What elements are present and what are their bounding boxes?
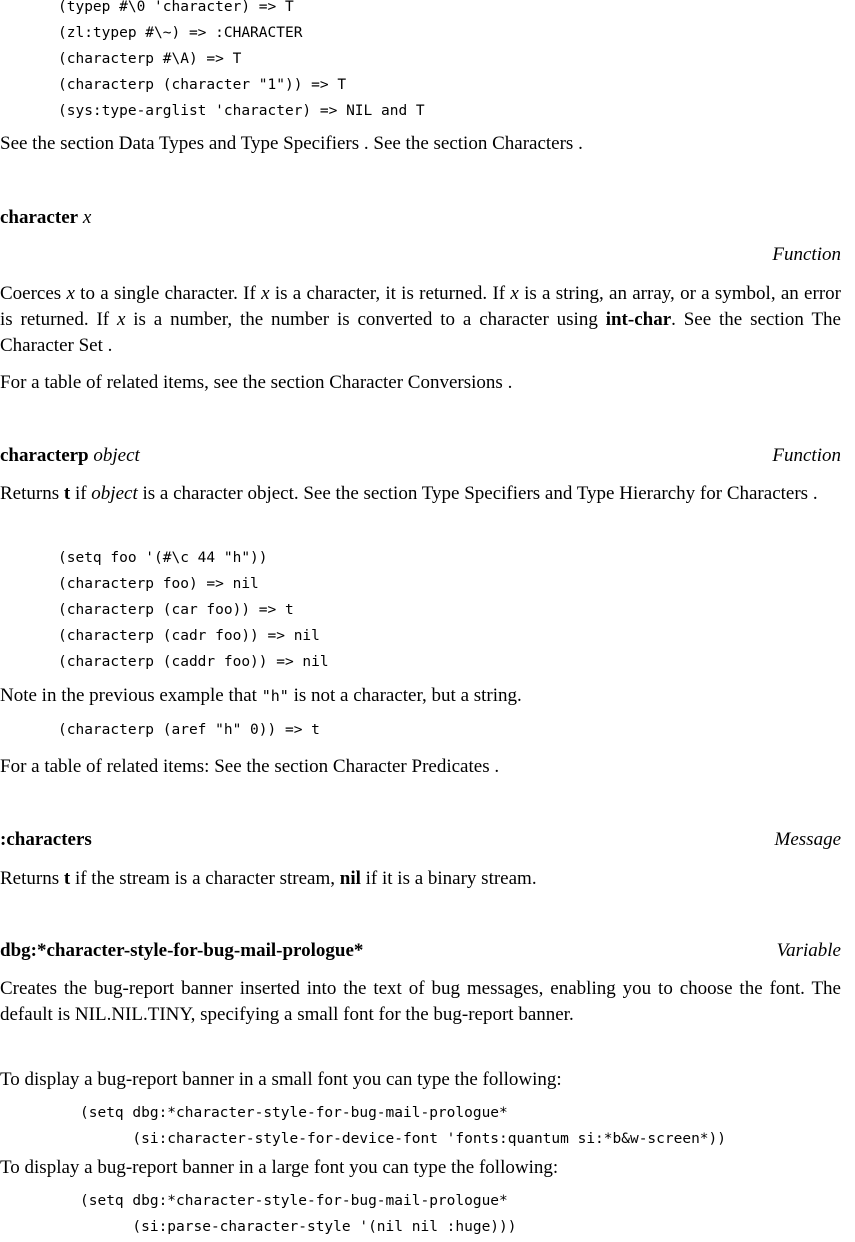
code-line: (characterp (aref "h" 0)) => t (58, 722, 320, 738)
code-line: (characterp (car foo)) => t (58, 602, 294, 618)
entry-name: characterp (0, 445, 89, 466)
entry-kind: Message (774, 829, 841, 850)
characterp-example-code (58, 545, 329, 675)
entry-name: character (0, 207, 79, 228)
large-font-intro: To display a bug-report banner in a large font you can type the following: (0, 1157, 559, 1178)
section-link-type-specifiers[interactable]: Type Specifiers and Type Hierarchy for Characters (421, 483, 809, 504)
entry-heading-character (0, 206, 841, 230)
see-also-paragraph: See the section Data Types and Type Specifiers . See the section Characters . (0, 133, 583, 154)
code-line: (characterp foo) => nil (58, 576, 259, 592)
section-link-data-types[interactable]: Data Types and Type Specifiers (118, 133, 360, 154)
large-font-code (80, 1188, 517, 1240)
related-items-paragraph: For a table of related items, see the section Character Conversions . (0, 372, 513, 393)
entry-arg: x (82, 207, 92, 228)
section-link-character-predicates[interactable]: Character Predicates (332, 756, 490, 777)
code-line: (setq dbg:*character-style-for-bug-mail-prologue* (80, 1193, 508, 1209)
code-line: (si:parse-character-style '(nil nil :huge))) (80, 1219, 517, 1235)
code-line: (zl:typep #\~) => :CHARACTER (58, 25, 303, 41)
code-line: (setq dbg:*character-style-for-bug-mail-prologue* (80, 1105, 508, 1121)
entry-description: Returns t if object is a character object. See the section Type Specifiers and Type Hierarchy for Characters . (0, 483, 818, 504)
code-line: (characterp #\A) => T (58, 51, 242, 67)
entry-description: Returns t if the stream is a character stream, nil if it is a binary stream. (0, 868, 537, 889)
code-line: (characterp (cadr foo)) => nil (58, 628, 320, 644)
small-font-intro: To display a bug-report banner in a small font you can type the following: (0, 1069, 562, 1090)
code-line: (sys:type-arglist 'character) => NIL and T (58, 103, 425, 119)
entry-kind: Function (772, 244, 841, 265)
entry-name: :characters (0, 829, 92, 850)
entry-name: dbg:*character-style-for-bug-mail-prologue* (0, 940, 364, 961)
code-line: (characterp (caddr foo)) => nil (58, 654, 329, 670)
section-link-character-conversions[interactable]: Character Conversions (329, 372, 503, 393)
entry-description: Creates the bug-report banner inserted into the text of bug messages, enabling you to choose the font. The default is NIL.NIL.TINY, specifying a small font for the bug-report banner. (0, 978, 841, 1025)
small-font-code (80, 1100, 726, 1152)
related-items-paragraph: For a table of related items: See the section Character Predicates . (0, 756, 500, 777)
entry-description: Coerces x to a single character. If x is a character, it is returned. If x is a string, an array, or a symbol, an error is returned. If x is a number, the number is converted to a character using int-char. See the section The Character Set . (0, 283, 841, 356)
top-example-code (58, 0, 425, 124)
entry-heading-characterp (0, 444, 841, 468)
code-line: (characterp (character "1")) => T (58, 77, 347, 93)
entry-heading-dbg-variable (0, 939, 841, 963)
code-line: (typep #\0 'character) => T (58, 0, 294, 15)
characterp-example-2 (58, 717, 320, 743)
entry-kind: Function (772, 445, 841, 466)
note-paragraph: Note in the previous example that "h" is not a character, but a string. (0, 685, 522, 706)
section-link-character-set[interactable]: The Character Set (0, 309, 841, 356)
entry-arg: object (93, 445, 140, 466)
entry-kind: Variable (776, 940, 841, 961)
entry-heading-characters-message (0, 828, 841, 852)
section-link-characters[interactable]: Characters (492, 133, 574, 154)
code-line: (si:character-style-for-device-font 'fonts:quantum si:*b&w-screen*)) (80, 1131, 727, 1147)
code-line: (setq foo '(#\c 44 "h")) (58, 550, 268, 566)
